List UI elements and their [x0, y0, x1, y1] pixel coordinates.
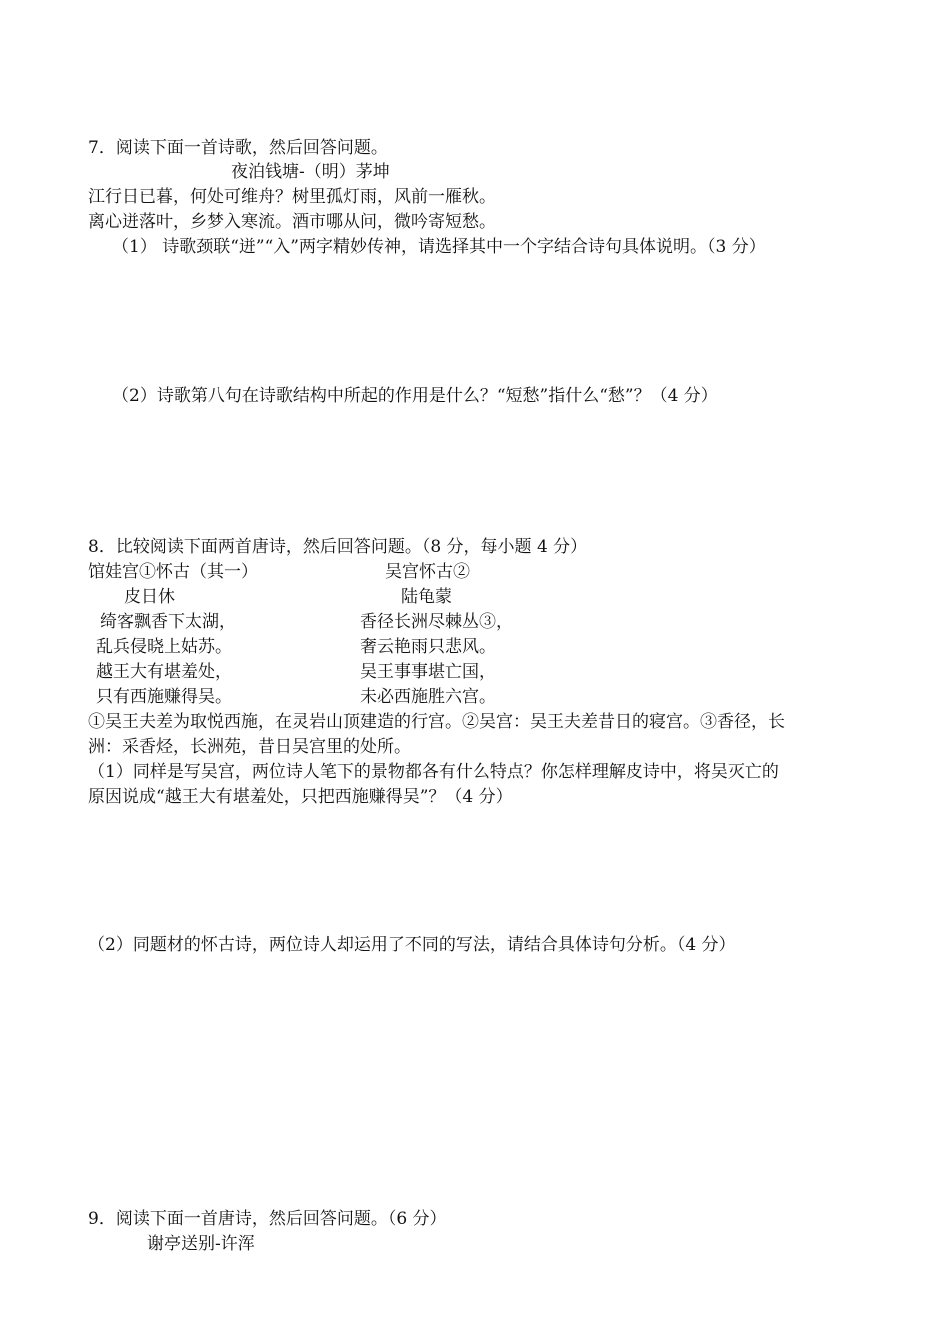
q7-subquestion-1: （1） 诗歌颈联“迸”“入”两字精妙传神，请选择其中一个字结合诗句具体说明。（3 分）: [112, 237, 766, 257]
q9-poem-title: 谢亭送别-许浑: [147, 1234, 255, 1254]
q8-poem2-line: 香径长洲尽棘丛③，: [360, 612, 513, 632]
q8-poem1-line: 绮客飘香下太湖，: [100, 612, 236, 632]
q8-poem1-author: 皮日休: [124, 587, 175, 607]
q8-poem2-author: 陆龟蒙: [401, 587, 452, 607]
q7-poem-title: 夜泊钱塘-（明）茅坤: [231, 162, 390, 182]
q8-subquestion-2: （2）同题材的怀古诗，两位诗人却运用了不同的写法，请结合具体诗句分析。（4 分）: [88, 935, 736, 955]
q7-subquestion-2: （2）诗歌第八句在诗歌结构中所起的作用是什么？“短愁”指什么“愁”？（4 分）: [112, 386, 718, 406]
q8-subquestion-1-line: 原因说成“越王大有堪羞处，只把西施赚得吴”？（4 分）: [88, 787, 513, 807]
q8-poem2-title: 吴宫怀古②: [385, 562, 470, 582]
q7-poem-line: 江行日已暮，何处可维舟？树里孤灯雨，风前一雁秋。: [88, 187, 496, 207]
q9-stem: 9．阅读下面一首唐诗，然后回答问题。（6 分）: [88, 1209, 447, 1229]
q8-note-line: ①吴王夫差为取悦西施，在灵岩山顶建造的行宫。②吴宫：吴王夫差昔日的寝宫。③香径，长: [88, 712, 785, 732]
q8-poem2-line: 未必西施胜六宫。: [360, 687, 496, 707]
q8-poem2-line: 奢云艳雨只悲风。: [360, 637, 496, 657]
q7-stem: 7．阅读下面一首诗歌，然后回答问题。: [88, 138, 388, 158]
q8-poem2-line: 吴王事事堪亡国，: [360, 662, 496, 682]
q8-poem1-line: 乱兵侵晓上姑苏。: [96, 637, 232, 657]
q8-poem1-line: 只有西施赚得吴。: [96, 687, 232, 707]
q8-poem1-title: 馆娃宫①怀古（其一）: [88, 562, 258, 582]
q8-stem: 8．比较阅读下面两首唐诗，然后回答问题。（8 分，每小题 4 分）: [88, 537, 588, 557]
q8-note-line: 洲：采香烃，长洲苑，昔日吴宫里的处所。: [88, 737, 411, 757]
q8-poem1-line: 越王大有堪羞处，: [96, 662, 232, 682]
q8-subquestion-1-line: （1）同样是写吴宫，两位诗人笔下的景物都各有什么特点？你怎样理解皮诗中，将吴灭亡的: [88, 762, 779, 782]
q7-poem-line: 离心迸落叶，乡梦入寒流。酒市哪从问，微吟寄短愁。: [88, 212, 496, 232]
